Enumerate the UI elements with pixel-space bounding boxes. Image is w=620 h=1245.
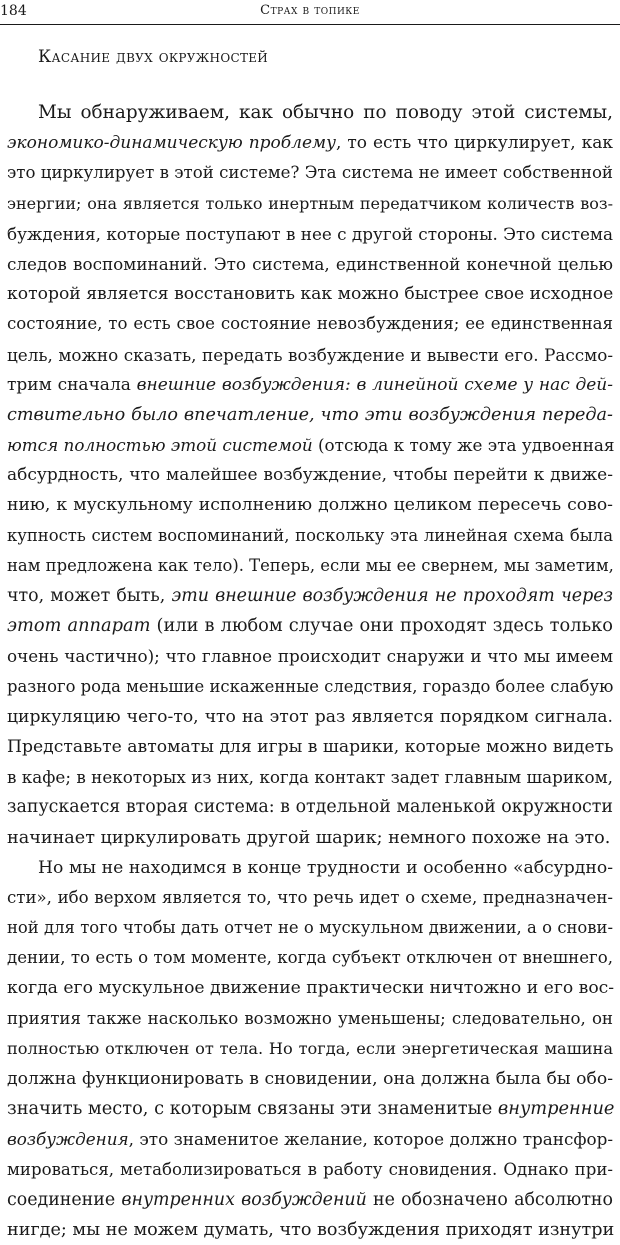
- italic-text: эти внешние возбуждения не проходят через: [171, 586, 613, 606]
- text-line: [7, 158, 613, 188]
- text-line: [7, 1094, 613, 1124]
- text-segment: не обозначено абсолютно: [366, 1189, 613, 1210]
- text-segment: состояние, то есть свое состояние невозбуждения; ее единственная: [7, 314, 613, 334]
- text-line: [7, 249, 613, 279]
- text-line: [7, 219, 613, 249]
- italic-text: ствительно было впечатление, что эти возбуждения переда-: [7, 404, 613, 425]
- text-segment: трим сначала: [7, 374, 137, 395]
- text-line: [7, 460, 613, 490]
- text-line: [7, 973, 613, 1003]
- italic-text: возбуждения: [7, 1129, 129, 1150]
- italic-text: внешние возбуждения: в линейной схеме у нас дей-: [136, 374, 613, 395]
- text-segment: нам предложена как тело). Теперь, если мы ее свернем, мы заметим,: [7, 555, 614, 575]
- text-segment: запускается вторая система: в отдельной маленькой окружности: [7, 797, 613, 818]
- text-line: [7, 853, 613, 883]
- text-line: [7, 430, 613, 460]
- text-segment: мироваться, метаболизироваться в работу сновидения. Однако при-: [7, 1159, 613, 1179]
- text-segment: очень частично); что главное происходит снаружи и что мы имеем: [7, 646, 613, 667]
- text-line: [7, 128, 613, 158]
- text-segment: начинает циркулировать другой шарик; немного похоже на это.: [7, 827, 611, 848]
- text-segment: соединение: [7, 1189, 122, 1210]
- text-segment: должна функционировать в сновидении, она должна была бы обо-: [7, 1069, 613, 1089]
- text-segment: , то есть что циркулирует, как: [336, 133, 613, 154]
- text-line: [7, 490, 613, 520]
- text-line: [7, 611, 613, 641]
- text-segment: Мы обнаруживаем, как обычно по поводу этой системы,: [38, 102, 613, 123]
- text-segment: (отсюда к тому же эта удвоенная: [312, 435, 615, 456]
- text-line: [7, 189, 613, 219]
- text-segment: дении, то есть о том моменте, когда субъект отключен от внешнего,: [7, 948, 613, 968]
- text-line: [7, 1185, 613, 1215]
- text-line: [7, 943, 613, 973]
- text-segment: приятия также насколько возможно уменьшены; следовательно, он: [7, 1008, 613, 1028]
- text-line: [7, 762, 613, 792]
- text-segment: Но мы не находимся в конце трудности и особенно «абсурдно-: [38, 857, 613, 878]
- header-rule: [0, 24, 620, 25]
- text-segment: сти», ибо верхом является то, что речь идет о схеме, предназначен-: [7, 887, 613, 907]
- text-segment: энергии; она является только инертным передатчиком количеств воз-: [7, 193, 613, 213]
- text-segment: купность систем воспоминаний, поскольку эта линейная схема была: [7, 525, 613, 545]
- paragraph: [7, 98, 613, 853]
- text-line: [7, 913, 613, 943]
- italic-text: внутренних возбуждений: [121, 1189, 367, 1210]
- text-segment: в кафе; в некоторых из них, когда контакт задет главным шариком,: [7, 767, 613, 788]
- section-title: Касание двух окружностей: [38, 47, 269, 67]
- text-segment: нигде; мы не можем думать, что возбуждения приходят изнутри: [7, 1219, 615, 1240]
- page-header: [0, 2, 620, 22]
- text-segment: разного рода меньшие искаженные следствия, гораздо более слабую: [7, 676, 614, 696]
- text-line: [7, 340, 613, 370]
- text-segment: когда его мускульное движение практически ничтожно и его вос-: [7, 978, 615, 999]
- italic-text: этот аппарат: [7, 615, 151, 637]
- text-segment: которой является восстановить как можно быстрее свое исходное: [7, 284, 614, 305]
- text-line: [7, 823, 613, 853]
- text-line: [7, 1155, 613, 1185]
- body-text: [7, 98, 613, 1245]
- text-line: [7, 732, 613, 762]
- text-segment: Представьте автоматы для игры в шарики, которые можно видеть: [7, 736, 614, 757]
- text-line: [7, 1215, 613, 1245]
- text-segment: циркуляцию чего-то, что на этот раз является порядком сигнала.: [7, 706, 613, 727]
- text-segment: что, может быть,: [7, 586, 172, 606]
- text-segment: полностью отключен от тела. Но тогда, если энергетическая машина: [7, 1038, 613, 1058]
- text-segment: нию, к мускульному исполнению должно целиком пересечь сово-: [7, 495, 613, 516]
- text-line: [7, 792, 613, 822]
- text-line: [7, 309, 613, 339]
- text-line: [7, 581, 613, 611]
- text-segment: цель, можно сказать, передать возбуждение и вывести его. Рассмо-: [7, 344, 613, 365]
- text-segment: значить место, с которым связаны эти знаменитые: [7, 1098, 498, 1120]
- text-segment: ной для того чтобы дать отчет не о мускульном движении, а о снови-: [7, 918, 613, 938]
- text-line: [7, 400, 613, 430]
- text-line: [7, 1004, 613, 1034]
- italic-text: внутренние: [497, 1098, 615, 1120]
- text-line: [7, 370, 613, 400]
- text-line: [7, 98, 613, 128]
- text-line: [7, 1124, 613, 1154]
- text-line: [7, 702, 613, 732]
- text-line: [7, 672, 613, 702]
- page-number: 184: [0, 3, 27, 19]
- text-line: [7, 521, 613, 551]
- italic-text: экономико-динамическую проблему: [7, 133, 336, 154]
- text-line: [7, 1034, 613, 1064]
- text-line: [7, 551, 613, 581]
- text-segment: , это знаменитое желание, которое должно трансфор-: [128, 1129, 613, 1150]
- text-line: [7, 279, 613, 309]
- text-segment: (или в любом случае они проходят здесь только: [150, 615, 613, 637]
- paragraph: [7, 853, 613, 1245]
- text-segment: следов воспоминаний. Это система, единственной конечной целью: [7, 253, 613, 274]
- italic-text: ются полностью этой системой: [7, 435, 313, 456]
- text-line: [7, 883, 613, 913]
- text-segment: это циркулирует в этой системе? Эта система не имеет собственной: [7, 163, 613, 183]
- text-segment: буждения, которые поступают в нее с другой стороны. Это система: [7, 223, 613, 244]
- text-segment: абсурдность, что малейшее возбуждение, чтобы перейти к движе-: [7, 465, 613, 486]
- running-head: Страх в топике: [260, 3, 360, 18]
- text-line: [7, 641, 613, 671]
